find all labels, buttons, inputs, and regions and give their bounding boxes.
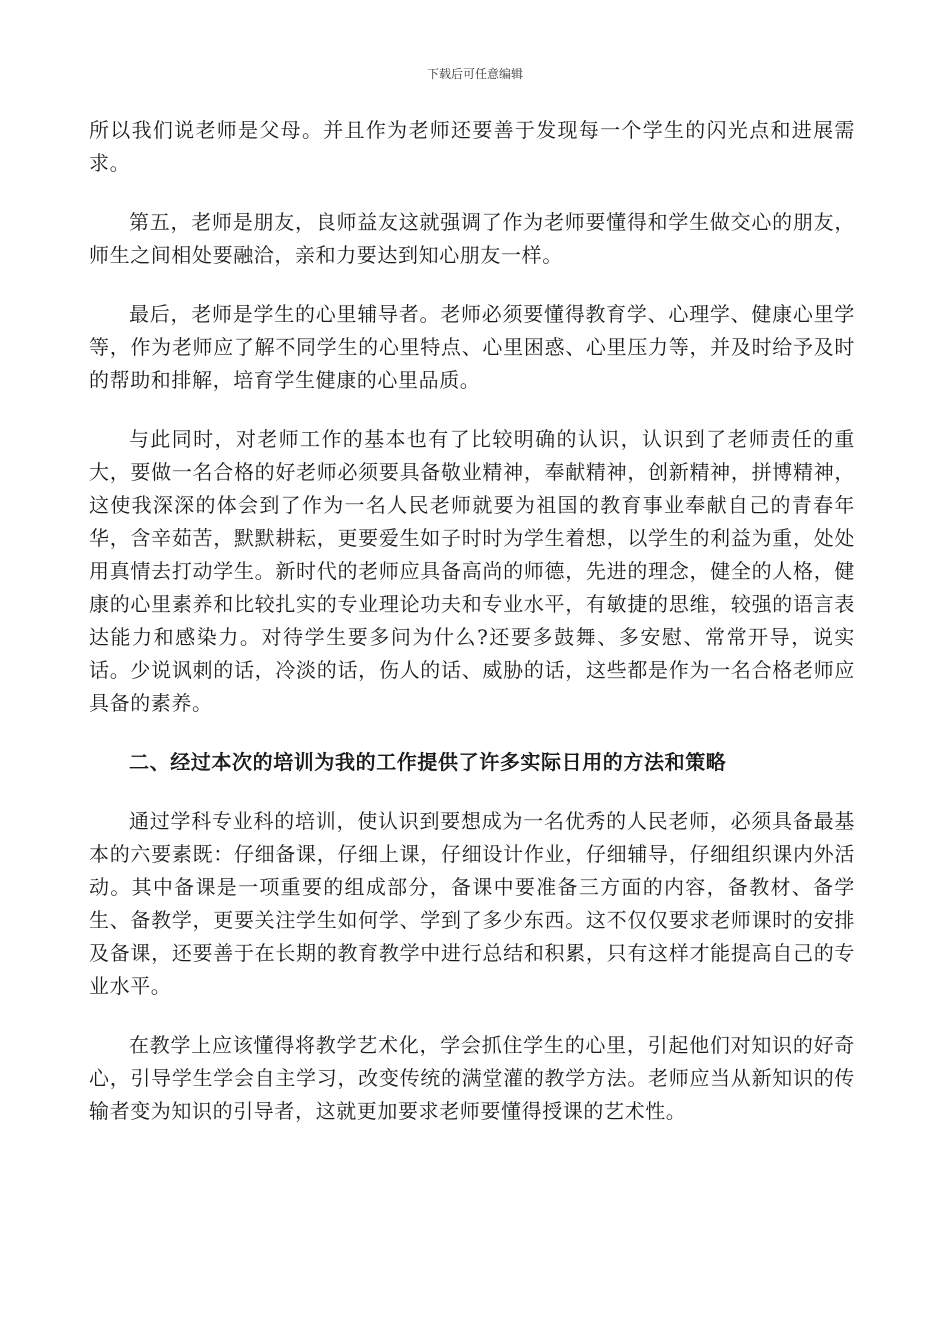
paragraph-subject-training: 通过学科专业科的培训，使认识到要想成为一名优秀的人民老师，必须具备最基本的六要素既：仔细备课，仔细上课，仔细设计作业，仔细辅导，仔细组织课内外活动。其中备课是一项重要的组成部分，备课中要准备三方面的内容，备教材、备学生、备教学，更要关注学生如何学、学到了多少东西。这不仅仅要求老师课时的安排及备课，还要善于在长期的教育教学中进行总结和积累，只有这样才能提高自己的专业水平。 [89,809,855,998]
paragraph-continuation: 所以我们说老师是父母。并且作为老师还要善于发现每一个学生的闪光点和进展需求。 [89,118,855,175]
paragraph-teacher-counselor: 最后，老师是学生的心里辅导者。老师必须要懂得教育学、心理学、健康心里学等，作为老师应了解不同学生的心里特点、心里困惑、心里压力等，并及时给予及时的帮助和排解，培育学生健康的心里品质。 [89,302,855,392]
paragraph-teacher-friend: 第五，老师是朋友，良师益友这就强调了作为老师要懂得和学生做交心的朋友，师生之间相处要融洽，亲和力要达到知心朋友一样。 [89,210,855,267]
section-heading: 二、经过本次的培训为我的工作提供了许多实际日用的方法和策略 [129,750,727,774]
paragraph-teacher-responsibility: 与此同时，对老师工作的基本也有了比较明确的认识，认识到了老师责任的重大，要做一名合格的好老师必须要具备敬业精神，奉献精神，创新精神，拼博精神，这使我深深的体会到了作为一名人民老师就要为祖国的教育事业奉献自己的青春年华，含辛茹苦，默默耕耘，更要爱生如子时时为学生着想，以学生的利益为重，处处用真情去打动学生。新时代的老师应具备高尚的师德，先进的理念，健全的人格，健康的心里素养和比较扎实的专业理论功夫和专业水平，有敏捷的思维，较强的语言表达能力和感染力。对待学生要多问为什么?还要多鼓舞、多安慰、常常开导，说实话。少说讽刺的话，冷淡的话，伤人的话、威胁的话，这些都是作为一名合格老师应具备的素养。 [89,427,855,715]
paragraph-teaching-art: 在教学上应该懂得将教学艺术化，学会抓住学生的心里，引起他们对知识的好奇心，引导学生学会自主学习，改变传统的满堂灌的教学方法。老师应当从新知识的传输者变为知识的引导者，这就更加要求老师要懂得授课的艺术性。 [89,1033,855,1123]
page-header: 下载后可任意编辑 [426,67,523,81]
document-body [89,114,855,1128]
